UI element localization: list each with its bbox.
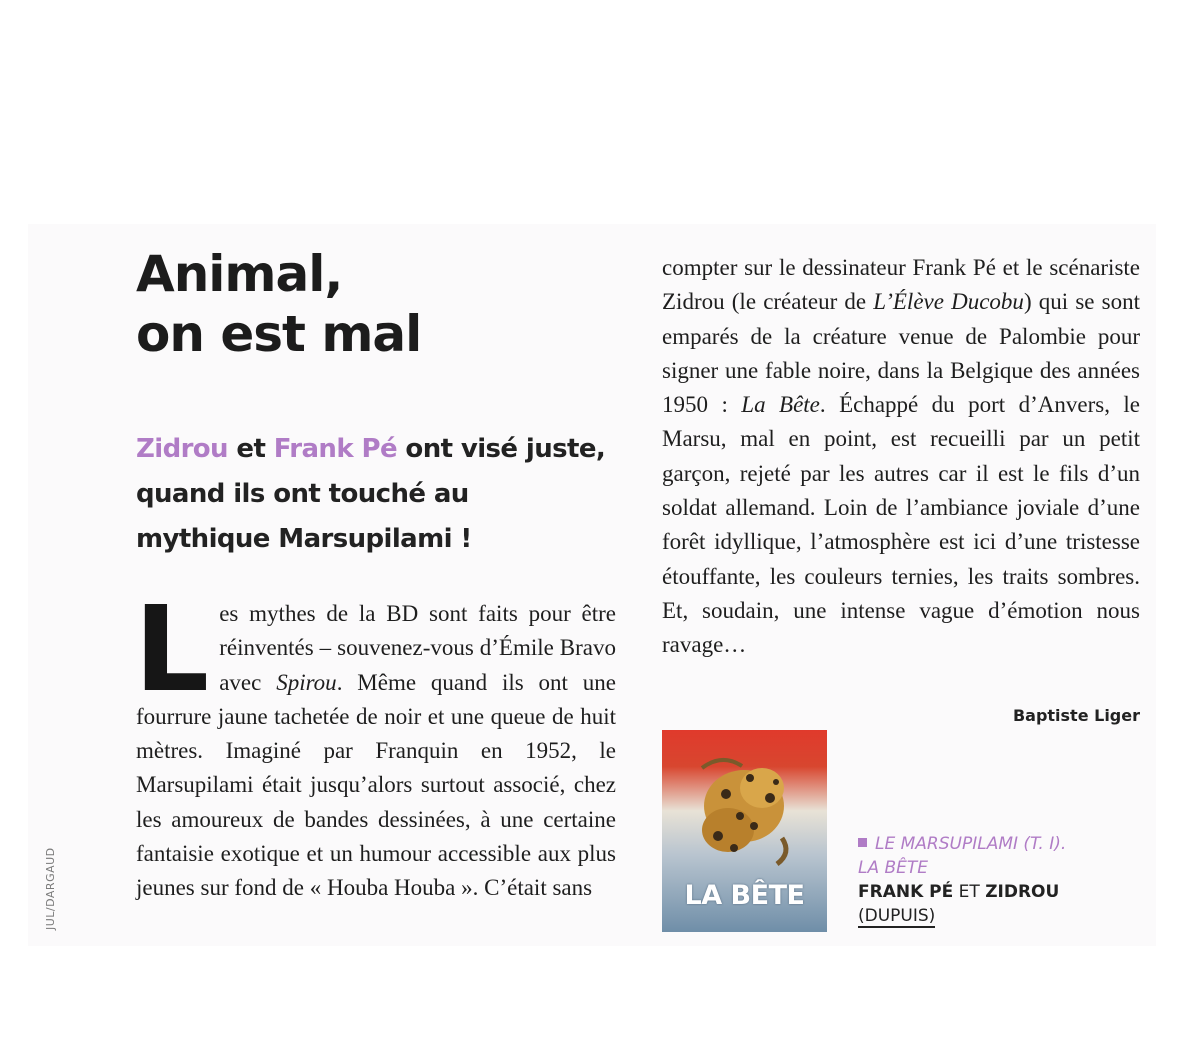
body-text-col2-start: compter sur le dessinateur Frank Pé et le scénariste Zidrou (le créateur de [662,255,1140,315]
body-column-1 [134,580,616,906]
headline-line-1: Animal, [136,245,343,303]
book-cover-title: LA BÊTE [684,880,805,911]
title-spirou: Spirou [276,669,337,695]
book-series [858,832,1148,856]
body-text-col2-mid: ) qui se sont emparés de la créature venue de Palombie pour signer une fable noire, dans la Belgique des années 1950 : [662,289,1140,418]
drop-cap: L [134,580,210,718]
headline [136,244,596,364]
bullet-icon [858,838,867,847]
title-eleve-ducobu: L’Élève Ducobu [873,289,1024,315]
body-text-col2-end: . Échappé du port d’Anvers, le Marsu, mal en point, est recueilli par un petit garçon, rejeté par les autres car il est le fils d’un soldat allemand. Loin de l’ambiance joviale d’une forêt idyllique, l’atmosphère est ici d’une tristesse étouffante, les couleurs ternies, les traits sombres. Et, soudain, une intense vague d’émotion nous ravage… [662,392,1140,658]
body-text-col1: . Même quand ils ont une fourrure jaune tachetée de noir et une queue de huit mètres. Imaginé par Franquin en 1952, le Marsupilami était jusqu’alors surtout associé, chez les amoureux de bandes dessinées, à une certaine fantaisie exotique et un humour accessible aux plus jeunes sur fond de « Houba Houba ». C’était sans [136,669,616,901]
book-author-frank-pe: FRANK PÉ [858,882,954,902]
body-column-2 [662,251,1140,663]
book-author-zidrou: ZIDROU [985,882,1060,902]
book-cover [662,730,827,932]
marsupilami-illustration [692,748,800,868]
book-authors-connector: ET [953,882,986,902]
lede-author-zidrou: Zidrou [136,434,228,464]
lede-text: ont visé juste, quand ils ont touché au mythique Marsupilami ! [136,434,606,554]
lede [136,427,606,562]
lede-author-frank-pe: Frank Pé [273,434,397,464]
photo-credit: JUL/DARGAUD [44,847,57,930]
author-signature: Baptiste Liger [1012,706,1140,725]
book-series-line-1: LE MARSUPILAMI (T. I). [875,834,1067,854]
title-la-bete: La Bête [741,392,820,418]
book-title: LA BÊTE [858,858,929,878]
headline-line-2: on est mal [136,305,422,363]
body-paragraph-2 [662,251,1140,663]
body-text-start: es mythes de la BD sont faits pour être réinventés – souvenez-vous d’Émile Bravo avec [219,601,616,695]
book-publisher: (DUPUIS) [858,906,936,926]
book-info [858,832,1148,928]
book-authors [858,880,1148,904]
lede-connector: et [227,434,274,464]
